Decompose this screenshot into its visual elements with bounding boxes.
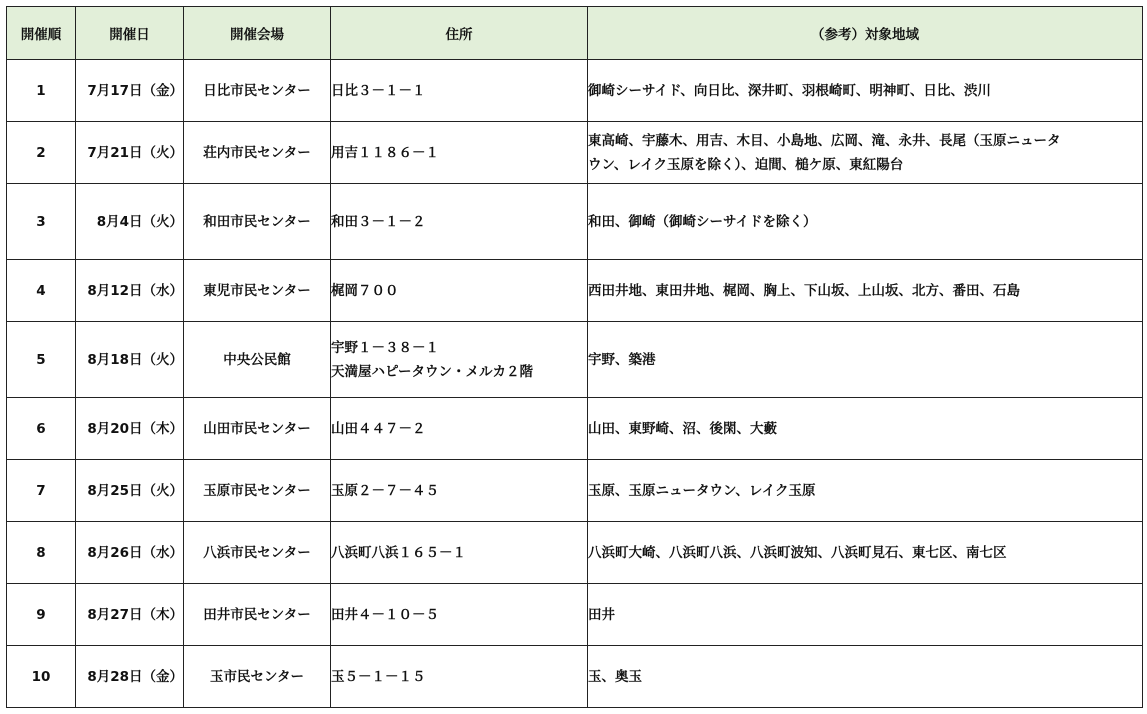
cell-order: 6 bbox=[7, 398, 76, 460]
cell-venue: 荘内市民センター bbox=[184, 122, 331, 184]
cell-venue: 日比市民センター bbox=[184, 60, 331, 122]
area-line: 八浜町大崎、八浜町八浜、八浜町波知、八浜町見石、東七区、南七区 bbox=[588, 544, 1007, 561]
table-row bbox=[7, 398, 1143, 460]
cell-date: 8月26日（水） bbox=[76, 522, 184, 584]
cell-date: 8月20日（木） bbox=[76, 398, 184, 460]
table-body bbox=[7, 60, 1143, 708]
cell-date: 7月17日（金） bbox=[76, 60, 184, 122]
cell-target-area bbox=[588, 260, 1143, 322]
cell-order: 9 bbox=[7, 584, 76, 646]
address-line: 山田４４７－２ bbox=[331, 420, 426, 437]
table-row bbox=[7, 460, 1143, 522]
cell-order: 8 bbox=[7, 522, 76, 584]
cell-order: 1 bbox=[7, 60, 76, 122]
cell-venue: 玉市民センター bbox=[184, 646, 331, 708]
address-line: 天満屋ハピータウン・メルカ２階 bbox=[331, 363, 533, 380]
cell-venue: 山田市民センター bbox=[184, 398, 331, 460]
cell-address bbox=[331, 522, 588, 584]
address-line: 宇野１－３８－１ bbox=[331, 339, 439, 356]
table-row bbox=[7, 184, 1143, 260]
cell-venue: 和田市民センター bbox=[184, 184, 331, 260]
cell-order: 4 bbox=[7, 260, 76, 322]
cell-date: 8月28日（金） bbox=[76, 646, 184, 708]
table-header bbox=[7, 7, 1143, 60]
cell-order: 3 bbox=[7, 184, 76, 260]
cell-target-area bbox=[588, 460, 1143, 522]
cell-address bbox=[331, 322, 588, 398]
area-line: 玉原、玉原ニュータウン、レイク玉原 bbox=[588, 482, 816, 499]
area-line: 田井 bbox=[588, 606, 615, 623]
cell-address bbox=[331, 646, 588, 708]
cell-address bbox=[331, 584, 588, 646]
cell-venue: 玉原市民センター bbox=[184, 460, 331, 522]
area-line: 宇野、築港 bbox=[588, 351, 656, 368]
cell-target-area bbox=[588, 646, 1143, 708]
address-line: 梶岡７００ bbox=[331, 282, 399, 299]
cell-target-area bbox=[588, 60, 1143, 122]
area-line: 玉、奥玉 bbox=[588, 668, 642, 685]
cell-address bbox=[331, 260, 588, 322]
cell-date: 8月18日（火） bbox=[76, 322, 184, 398]
cell-address bbox=[331, 122, 588, 184]
cell-date: 8月25日（火） bbox=[76, 460, 184, 522]
header-row bbox=[7, 7, 1143, 60]
table-row bbox=[7, 584, 1143, 646]
address-line: 田井４－１０－５ bbox=[331, 606, 439, 623]
cell-address bbox=[331, 460, 588, 522]
header-order: 開催順 bbox=[7, 7, 76, 60]
header-date: 開催日 bbox=[76, 7, 184, 60]
table-row bbox=[7, 122, 1143, 184]
cell-target-area bbox=[588, 522, 1143, 584]
address-line: 和田３－１－２ bbox=[331, 213, 426, 230]
cell-venue: 東児市民センター bbox=[184, 260, 331, 322]
cell-target-area bbox=[588, 584, 1143, 646]
cell-address bbox=[331, 60, 588, 122]
schedule-table bbox=[6, 6, 1143, 708]
table-row bbox=[7, 260, 1143, 322]
cell-date: 7月21日（火） bbox=[76, 122, 184, 184]
cell-order: 2 bbox=[7, 122, 76, 184]
table-row bbox=[7, 322, 1143, 398]
cell-target-area bbox=[588, 322, 1143, 398]
cell-target-area bbox=[588, 398, 1143, 460]
cell-order: 5 bbox=[7, 322, 76, 398]
cell-address bbox=[331, 184, 588, 260]
area-line: 東高崎、宇藤木、用吉、木目、小島地、広岡、滝、永井、長尾（玉原ニュータ bbox=[588, 132, 1061, 149]
address-line: 用吉１１８６－１ bbox=[331, 144, 439, 161]
area-line: 山田、東野崎、沼、後閑、大藪 bbox=[588, 420, 777, 437]
cell-target-area bbox=[588, 122, 1143, 184]
area-line: 西田井地、東田井地、梶岡、胸上、下山坂、上山坂、北方、番田、石島 bbox=[588, 282, 1020, 299]
address-line: 玉５－１－１５ bbox=[331, 668, 426, 685]
cell-venue: 八浜市民センター bbox=[184, 522, 331, 584]
table-row bbox=[7, 522, 1143, 584]
table-row bbox=[7, 60, 1143, 122]
cell-order: 7 bbox=[7, 460, 76, 522]
cell-venue: 田井市民センター bbox=[184, 584, 331, 646]
cell-order: 10 bbox=[7, 646, 76, 708]
header-venue: 開催会場 bbox=[184, 7, 331, 60]
header-target-area: （参考）対象地域 bbox=[588, 7, 1143, 60]
cell-date: 8月27日（木） bbox=[76, 584, 184, 646]
cell-date: 8月4日（火） bbox=[76, 184, 184, 260]
address-line: 日比３－１－１ bbox=[331, 82, 426, 99]
cell-address bbox=[331, 398, 588, 460]
table-row bbox=[7, 646, 1143, 708]
address-line: 玉原２－７－４５ bbox=[331, 482, 439, 499]
area-line: ウン、レイク玉原を除く）、迫間、槌ケ原、東紅陽台 bbox=[588, 156, 904, 173]
cell-venue: 中央公民館 bbox=[184, 322, 331, 398]
area-line: 御崎シーサイド、向日比、深井町、羽根崎町、明神町、日比、渋川 bbox=[588, 82, 991, 99]
area-line: 和田、御崎（御崎シーサイドを除く） bbox=[588, 213, 817, 230]
cell-date: 8月12日（水） bbox=[76, 260, 184, 322]
cell-target-area bbox=[588, 184, 1143, 260]
header-address: 住所 bbox=[331, 7, 588, 60]
address-line: 八浜町八浜１６５－１ bbox=[331, 544, 466, 561]
